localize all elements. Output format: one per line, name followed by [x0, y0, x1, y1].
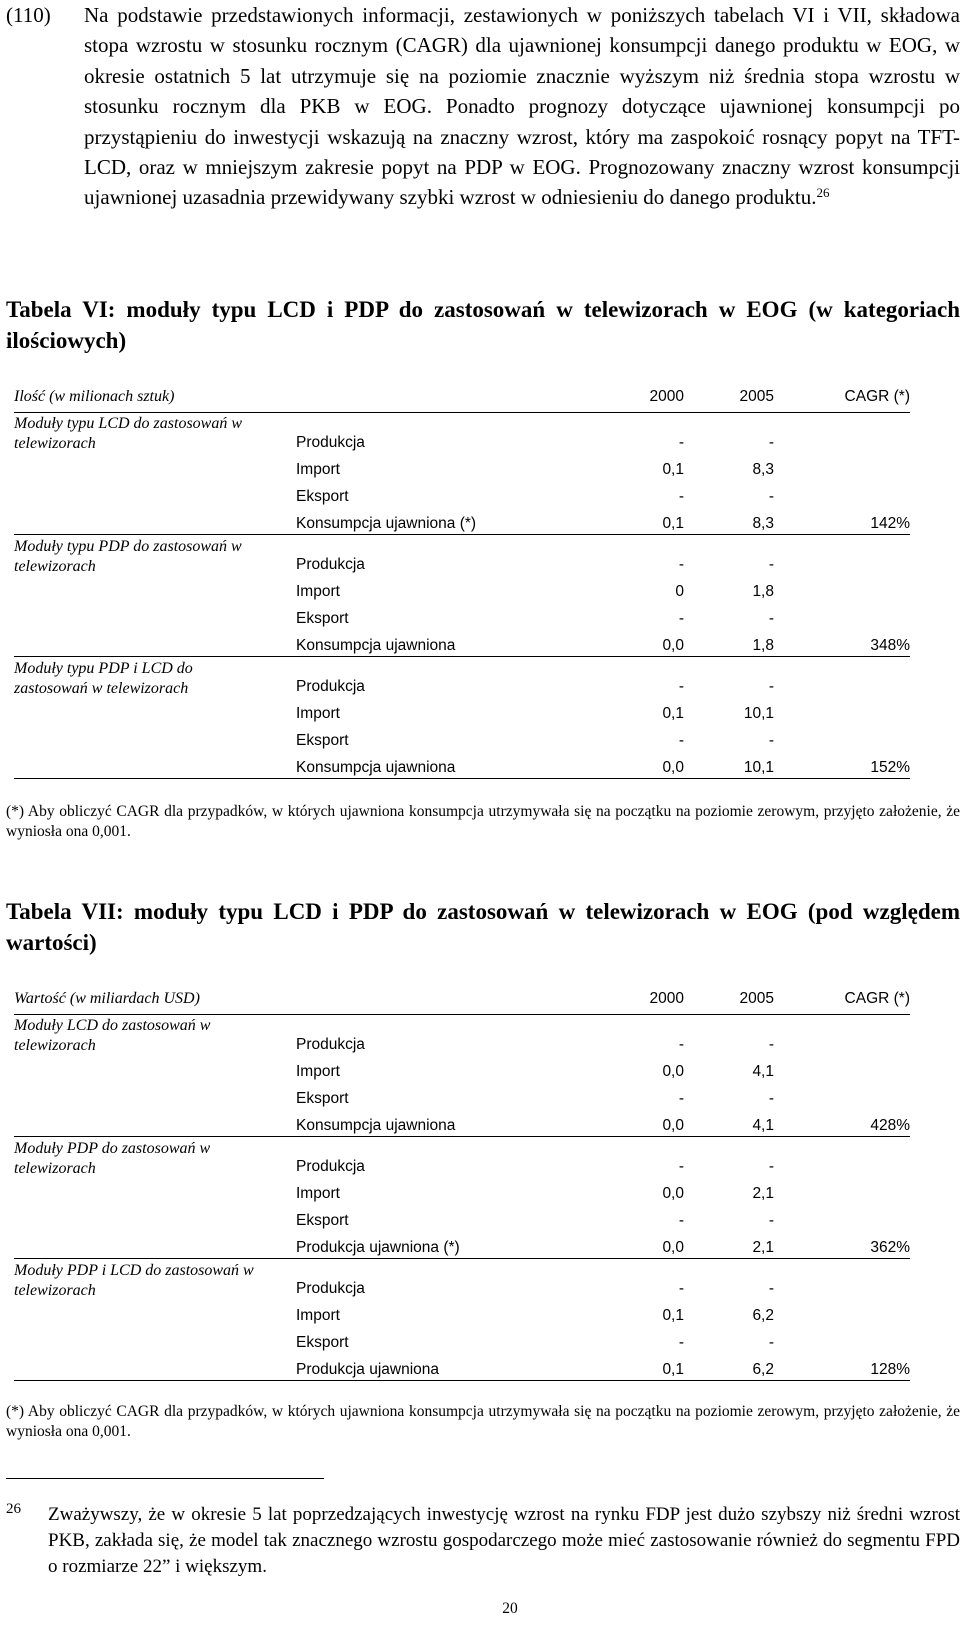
- row-label: Produkcja ujawniona (*): [296, 1239, 460, 1256]
- table-row: [14, 701, 910, 729]
- paragraph-text: [84, 0, 960, 213]
- cell-2005: -: [768, 1280, 774, 1297]
- table-row: [14, 633, 910, 657]
- cell-2005: -: [768, 488, 774, 505]
- cell-2005: -: [768, 434, 774, 451]
- table7-note: (*) Aby obliczyć CAGR dla przypadków, w których ujawniona konsumpcja utrzymywała się na początku na poziomie zerowym, przyjęto założenie, że wyniosła ona 0,001.: [6, 1403, 960, 1440]
- table-row: [14, 1086, 910, 1114]
- cell-2000: -: [678, 1212, 684, 1229]
- paragraph-number: (110): [6, 3, 51, 27]
- row-label: Produkcja: [296, 1158, 365, 1175]
- table-row: [14, 728, 910, 756]
- cell-2000: 0,1: [662, 1361, 684, 1378]
- cell-2000: -: [678, 610, 684, 627]
- cell-2000: 0,0: [662, 637, 684, 654]
- cell-2005: -: [768, 610, 774, 627]
- row-label: Eksport: [296, 732, 349, 749]
- table7-header-cagr: CAGR (*): [844, 990, 910, 1007]
- row-label: Konsumpcja ujawniona: [296, 637, 456, 654]
- cell-2000: -: [678, 1158, 684, 1175]
- table6-caption: Tabela VI: moduły typu LCD i PDP do zastosowań w telewizorach w EOG (w kategoriach ilościowych): [6, 297, 960, 353]
- table-row: [14, 579, 910, 607]
- cell-2000: -: [678, 1334, 684, 1351]
- table7-group-title: Moduły PDP i LCD do zastosowań w telewizorach: [14, 1262, 254, 1299]
- row-label: Produkcja: [296, 556, 365, 573]
- cell-cagr: 348%: [870, 637, 910, 654]
- row-label: Import: [296, 461, 340, 478]
- cell-2005: 10,1: [743, 759, 774, 776]
- table-row: [14, 484, 910, 512]
- cell-2005: -: [768, 556, 774, 573]
- cell-cagr: 128%: [870, 1361, 910, 1378]
- table6-header-cagr: CAGR (*): [844, 388, 910, 405]
- table-row: [14, 1154, 910, 1182]
- cell-2000: -: [678, 1280, 684, 1297]
- table-row: [14, 674, 910, 702]
- table-row: [14, 1032, 910, 1060]
- cell-2005: -: [768, 678, 774, 695]
- cell-2000: -: [678, 1036, 684, 1053]
- cell-2005: -: [768, 1090, 774, 1107]
- table6-note: (*) Aby obliczyć CAGR dla przypadków, w których ujawniona konsumpcja utrzymywała się na początku na poziomie zerowym, przyjęto założenie, że wyniosła ona 0,001.: [6, 803, 960, 840]
- cell-2000: -: [678, 488, 684, 505]
- table-row: [14, 1330, 910, 1358]
- table-row: [14, 1059, 910, 1087]
- footnote-text: Zważywszy, że w okresie 5 lat poprzedzających inwestycję wzrost na rynku FDP jest dużo szybszy niż średni wzrost PKB, zakłada się, że model tak znacznego wzrostu gospodarczego może mieć zastosowanie również do segmentu FPD o rozmiarze 22” i większym.: [48, 1504, 960, 1577]
- cell-2005: 6,2: [752, 1361, 774, 1378]
- table6-group-title: Moduły typu PDP i LCD do zastosowań w telewizorach: [14, 660, 193, 697]
- cell-2000: 0,1: [662, 705, 684, 722]
- cell-2000: 0: [675, 583, 684, 600]
- row-label: Produkcja: [296, 678, 365, 695]
- cell-2005: -: [768, 1334, 774, 1351]
- row-label: Eksport: [296, 488, 349, 505]
- cell-2005: -: [768, 1036, 774, 1053]
- footnote-separator: [6, 1478, 324, 1479]
- table-row: [14, 1276, 910, 1304]
- table-row: [14, 1208, 910, 1236]
- cell-2000: 0,0: [662, 1239, 684, 1256]
- table6-header-label: Ilość (w milionach sztuk): [14, 388, 175, 405]
- cell-2005: 2,1: [752, 1185, 774, 1202]
- cell-cagr: 428%: [870, 1117, 910, 1134]
- row-label: Konsumpcja ujawniona (*): [296, 515, 477, 532]
- table7-header-2000: 2000: [649, 990, 684, 1007]
- row-label: Eksport: [296, 1334, 349, 1351]
- cell-2005: -: [768, 1158, 774, 1175]
- cell-2005: 4,1: [752, 1063, 774, 1080]
- cell-cagr: 152%: [870, 759, 910, 776]
- cell-2000: 0,0: [662, 1185, 684, 1202]
- table6-group-title: Moduły typu LCD do zastosowań w telewizorach: [14, 415, 243, 452]
- table7-header-label: Wartość (w miliardach USD): [14, 990, 200, 1007]
- page-number: 20: [502, 1600, 518, 1617]
- table7-header-2005: 2005: [739, 990, 774, 1007]
- table6-group-title: Moduły typu PDP do zastosowań w telewizorach: [14, 538, 242, 575]
- row-label: Eksport: [296, 610, 349, 627]
- footnote-ref: 26: [816, 185, 830, 201]
- cell-2000: -: [678, 1090, 684, 1107]
- table-row: [14, 1181, 910, 1209]
- row-label: Import: [296, 705, 340, 722]
- table7-header: [14, 988, 910, 1015]
- cell-2005: 4,1: [752, 1117, 774, 1134]
- cell-2000: 0,0: [662, 1117, 684, 1134]
- cell-2005: 8,3: [752, 461, 774, 478]
- table7-group-title: Moduły PDP do zastosowań w telewizorach: [14, 1140, 211, 1177]
- table-row: [14, 430, 910, 458]
- cell-2000: -: [678, 556, 684, 573]
- cell-2000: 0,1: [662, 515, 684, 532]
- table7-group-title: Moduły LCD do zastosowań w telewizorach: [14, 1017, 211, 1054]
- cell-2005: 6,2: [752, 1307, 774, 1324]
- cell-2005: -: [768, 1212, 774, 1229]
- table-row: [14, 1357, 910, 1381]
- row-label: Import: [296, 1307, 340, 1324]
- cell-2000: 0,0: [662, 759, 684, 776]
- cell-2005: -: [768, 732, 774, 749]
- paragraph-body: Na podstawie przedstawionych informacji, zestawionych w poniższych tabelach VI i VII, składowa stopa wzrostu w stosunku rocznym (CAGR) dla ujawnionej konsumpcji danego produktu w EOG, w okresie ostatnich 5 lat utrzymuje się na poziomie znacznie wyższym niż średnia stopa wzrostu w stosunku rocznym dla PKB w EOG. Ponadto prognozy dotyczące ujawnionej konsumpcji po przystąpieniu do inwestycji wskazują na znaczny wzrost, który ma zaspokoić rosnący popyt na TFT-LCD, oraz w mniejszym zakresie popyt na PDP w EOG. Prognozowany znaczny wzrost konsumpcji ujawnionej uzasadnia przewidywany szybki wzrost w odniesieniu do danego produktu.: [84, 3, 960, 210]
- footnote-number: 26: [6, 1501, 21, 1517]
- cell-2005: 10,1: [743, 705, 774, 722]
- cell-2000: -: [678, 434, 684, 451]
- table6-header-2005: 2005: [739, 388, 774, 405]
- table6-header: [14, 386, 910, 413]
- cell-2000: 0,0: [662, 1063, 684, 1080]
- cell-2005: 1,8: [752, 637, 774, 654]
- row-label: Import: [296, 1063, 340, 1080]
- cell-2000: 0,1: [662, 461, 684, 478]
- table-row: [14, 1303, 910, 1331]
- cell-cagr: 142%: [870, 515, 910, 532]
- table6-header-2000: 2000: [649, 388, 684, 405]
- row-label: Eksport: [296, 1212, 349, 1229]
- table-row: [14, 606, 910, 634]
- table-row: [14, 511, 910, 535]
- cell-2005: 2,1: [752, 1239, 774, 1256]
- row-label: Konsumpcja ujawniona: [296, 759, 456, 776]
- cell-2000: -: [678, 732, 684, 749]
- row-label: Import: [296, 583, 340, 600]
- table-row: [14, 1113, 910, 1137]
- table-row: [14, 457, 910, 485]
- row-label: Produkcja: [296, 1036, 365, 1053]
- cell-2005: 1,8: [752, 583, 774, 600]
- table-row: [14, 552, 910, 580]
- cell-2000: -: [678, 678, 684, 695]
- row-label: Produkcja: [296, 434, 365, 451]
- table-row: [14, 1235, 910, 1259]
- cell-2000: 0,1: [662, 1307, 684, 1324]
- row-label: Produkcja ujawniona: [296, 1361, 440, 1378]
- row-label: Produkcja: [296, 1280, 365, 1297]
- table-row: [14, 755, 910, 779]
- row-label: Konsumpcja ujawniona: [296, 1117, 456, 1134]
- cell-cagr: 362%: [870, 1239, 910, 1256]
- cell-2005: 8,3: [752, 515, 774, 532]
- table7-caption: Tabela VII: moduły typu LCD i PDP do zastosowań w telewizorach w EOG (pod względem wartości): [6, 899, 960, 955]
- row-label: Eksport: [296, 1090, 349, 1107]
- row-label: Import: [296, 1185, 340, 1202]
